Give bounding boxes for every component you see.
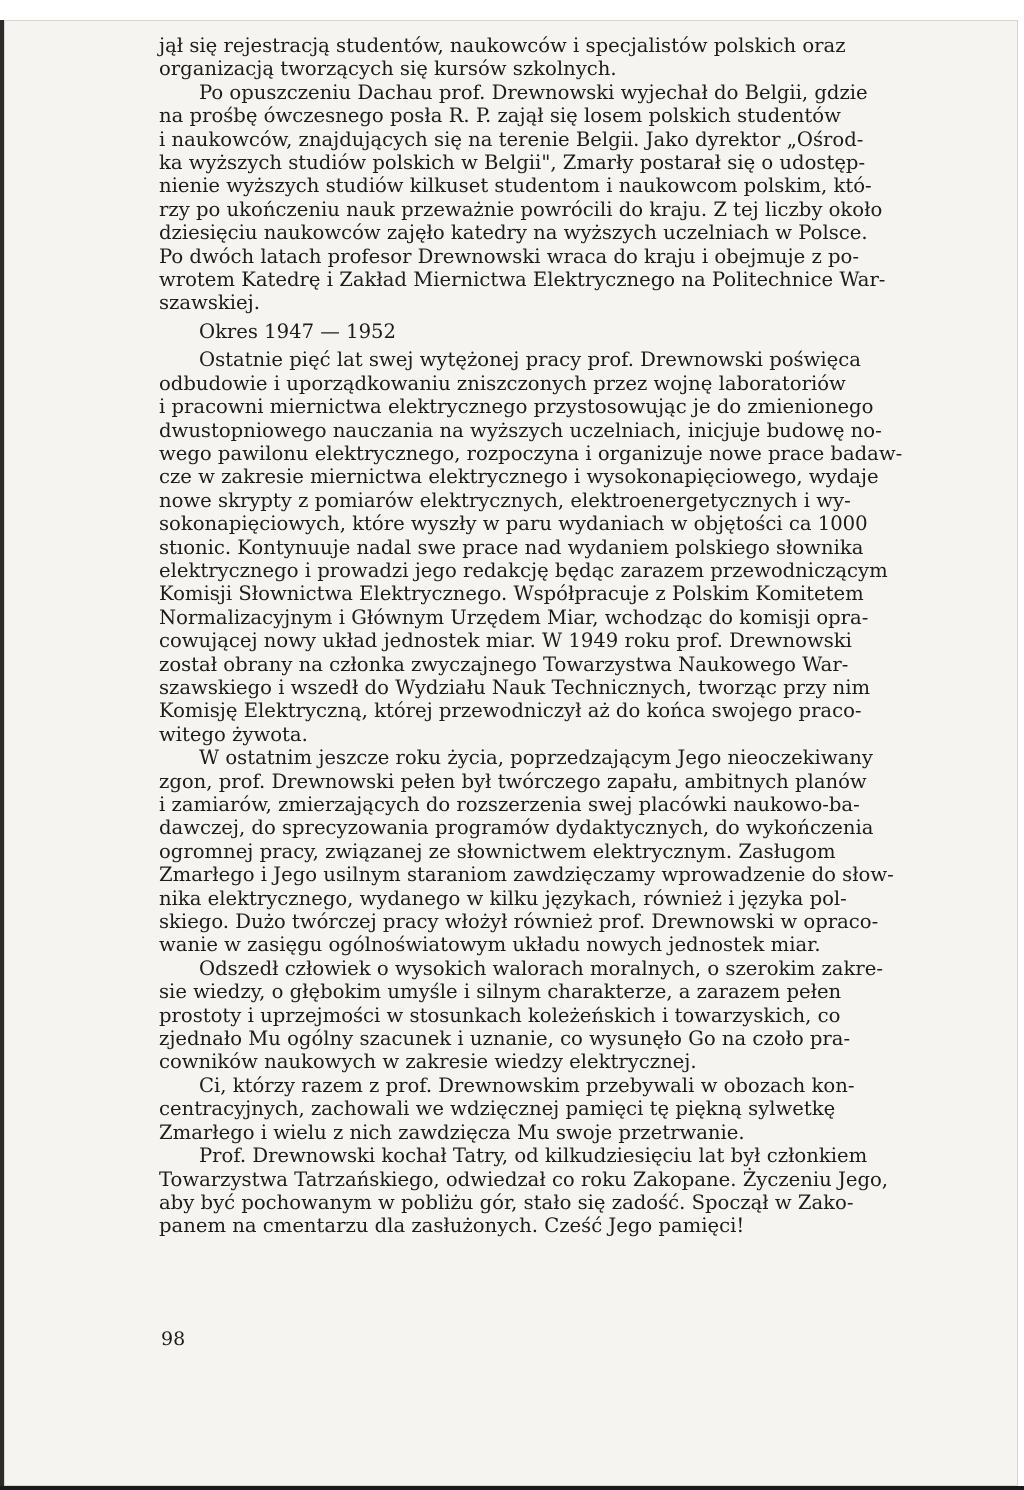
section-heading: Okres 1947 — 1952: [199, 319, 396, 343]
scan-bottom-edge: [0, 1486, 1024, 1490]
paragraph-tatry: Prof. Drewnowski kochał Tatry, od kilkudziesięciu lat był członkiem Towarzystwa Tatrzańskiego, odwiedzał co roku Zakopane. Życzeniu Jego, aby być pochowanym w pobliżu gór, stało się zadość. Spoczął w Zako- panem na cmentarzu dla zasłużonych. Cześć Jego pamięci!: [159, 1144, 889, 1238]
paragraph-character: Odszedł człowiek o wysokich walorach moralnych, o szerokim zakre- sie wiedzy, o głębokim umyśle i silnym charakterze, a zarazem pełen prostoty i uprzejmości w stosunkach koleżeńskich i towarzyskich, co zjednało Mu ogólny szacunek i uznanie, co wysunęło Go na czoło pra- cowników naukowych w zakresie wiedzy elektrycznej.: [159, 956, 883, 1074]
paragraph-continuation: jął się rejestracją studentów, naukowców i specjalistów polskich oraz organizacją tworzących się kursów szkolnych.: [159, 34, 846, 81]
page-number: 98: [161, 1328, 186, 1350]
page-body: [159, 34, 959, 1238]
scan-top-margin: [0, 0, 1024, 20]
paragraph-final-year: W ostatnim jeszcze roku życia, poprzedzającym Jego nieoczekiwany zgon, prof. Drewnowski pełen był twórczego zapału, ambitnych planów i zamiarów, zmierzających do rozszerzenia swej placówki naukowo-ba- dawczej, do sprecyzowania programów dydaktycznych, do wykończenia ogromnej pracy, związanej ze słownictwem elektrycznym. Zasługom Zmarłego i Jego usilnym staraniom zawdzięczamy wprowadzenie do słow- nika elektrycznego, wydanego w kilku językach, również i języka pol- skiego. Dużo twórczej pracy włożył również prof. Drewnowski w opraco- wanie w zasięgu ogólnoświatowym układu nowych jednostek miar.: [159, 746, 894, 957]
paragraph-belgium: Po opuszczeniu Dachau prof. Drewnowski wyjechał do Belgii, gdzie na prośbę ówczesnego posła R. P. zajął się losem polskich studentów i naukowców, znajdujących się na terenie Belgii. Jako dyrektor „Ośrod- ka wyższych studiów polskich w Belgii", Zmarły postarał się o udostęp- nienie wyższych studiów kilkuset studentom i naukowcom polskim, któ- rzy po ukończeniu nauk przeważnie powrócili do kraju. Z tej liczby około dziesięciu naukowców zajęło katedry na wyższych uczelniach w Polsce. Po dwóch latach profesor Drewnowski wraca do kraju i obejmuje z po- wrotem Katedrę i Zakład Miernictwa Elektrycznego na Politechnice War- szawskiej.: [159, 80, 886, 315]
paragraph-last-years: Ostatnie pięć lat swej wytężonej pracy prof. Drewnowski poświęca odbudowie i uporządkowaniu zniszczonych przez wojnę laboratoriów i pracowni miernictwa elektrycznego przystosowując je do zmienionego dwustopniowego nauczania na wyższych uczelniach, inicjuje budowę no- wego pawilonu elektrycznego, rozpoczyna i organizuje nowe prace badaw- cze w zakresie miernictwa elektrycznego i wysokonapięciowego, wydaje nowe skrypty z pomiarów elektrycznych, elektroenergetycznych i wy- sokonapięciowych, które wyszły w paru wydaniach w objętości ca 1000 stıonic. Kontynuuje nadal swe prace nad wydaniem polskiego słownika elektrycznego i prowadzi jego redakcję będąc zarazem przewodniczącym Komisji Słownictwa Elektrycznego. Współpracuje z Polskim Komitetem Normalizacyjnym i Głównym Urzędem Miar, wchodząc do komisji opra- cowującej nowy układ jednostek miar. W 1949 roku prof. Drewnowski został obrany na członka zwyczajnego Towarzystwa Naukowego War- szawskiego i wszedł do Wydziału Nauk Technicznych, tworząc przy nim Komisję Elektryczną, której przewodniczył aż do końca swojego praco- witego żywota.: [159, 348, 903, 746]
paragraph-camps: Ci, którzy razem z prof. Drewnowskim przebywali w obozach kon- centracyjnych, zachowali we wdzięcznej pamięci tę piękną sylwetkę Zmarłego i wielu z nich zawdzięcza Mu swoje przetrwanie.: [159, 1073, 855, 1144]
scan-right-margin: [1018, 20, 1024, 1490]
